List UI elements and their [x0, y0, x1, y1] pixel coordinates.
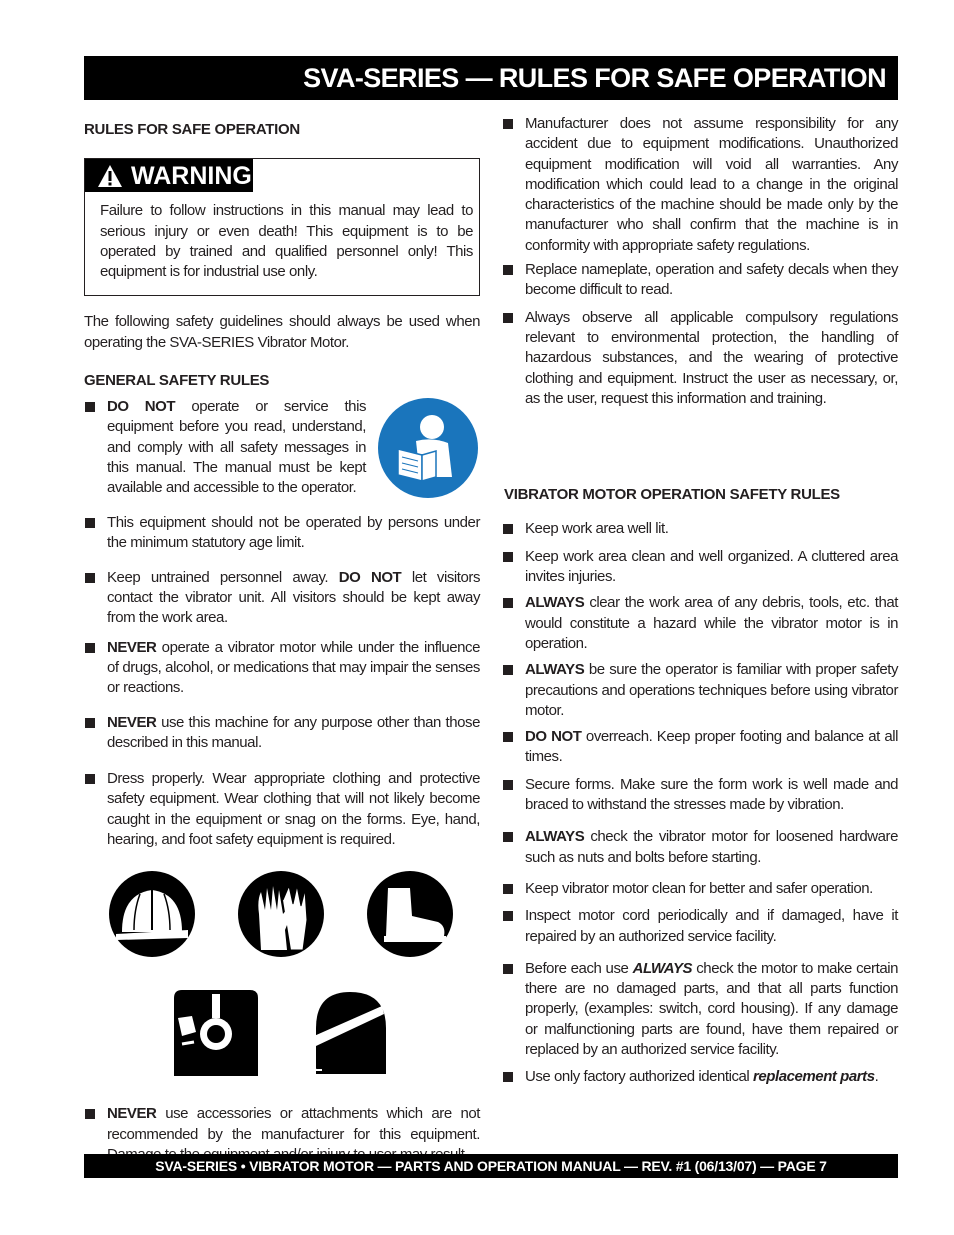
bullet-marker: [503, 313, 513, 323]
bullet-age-limit: [84, 513, 480, 554]
safety-boot-icon: [366, 870, 454, 958]
bullet-marker: [503, 832, 513, 842]
bullet-do-not-operate-wrap: [84, 397, 480, 499]
bullet-text: Always observe all applicable compulsory regulations relevant to environmental protection, the handling of hazardous substances, and the wearing of protective clothing and equipment. Instruct the user as necessary, or, as the user, request this information and training.: [525, 308, 898, 407]
bullet-clear-debris: [502, 593, 898, 654]
bullet-text: Keep vibrator motor clean for better and safer operation.: [525, 879, 873, 897]
bullet-marker: [503, 732, 513, 742]
bullet-text: clear the work area of any debris, tools, etc. that would constitute a hazard while the vibrator motor is in operation.: [525, 594, 898, 652]
bullet-never-other-purpose: [84, 713, 480, 754]
bullet-strong: NEVER: [107, 713, 157, 731]
bullet-marker: [85, 774, 95, 784]
bullet-marker: [503, 119, 513, 129]
vibrator-safety-heading: VIBRATOR MOTOR OPERATION SAFETY RULES: [504, 486, 840, 504]
bullet-text: use accessories or attachments which are not recommended by the manufacturer for this equipment.: [107, 1105, 480, 1143]
bullet-untrained-personnel: [84, 568, 480, 629]
hard-hat-icon: [108, 870, 196, 958]
bullet-text: operate a vibrator motor while under the influence of drugs, alcohol, or medications that may impair the senses or reactions.: [107, 638, 480, 697]
bullet-marker: [503, 665, 513, 675]
bullet-text: This equipment should not be operated by persons under the minimum statutory age limit.: [107, 514, 480, 552]
bullet-marker: [85, 1109, 95, 1119]
bullet-clean-area: [502, 547, 898, 588]
bullet-marker: [503, 552, 513, 562]
bullet-marker: [85, 573, 95, 583]
bullet-marker: [503, 524, 513, 534]
bullet-text: Secure forms. Make sure the form work is well made and braced to withstand the stresses made by vibration.: [525, 775, 898, 814]
bullet-text: overreach. Keep proper footing and balance at all times.: [525, 728, 898, 766]
bullet-secure-forms: [502, 775, 898, 816]
bullet-strong: ALWAYS: [525, 661, 585, 679]
warning-label: [85, 159, 253, 192]
bullet-do-not-overreach: [502, 727, 898, 768]
ear-protection-icon: [172, 988, 260, 1078]
page-title-bar: [84, 56, 898, 100]
warning-text: Failure to follow instructions in this manual may lead to serious injury or even death! This equipment is to be operated by trained and qualified personnel only! This equipment is for industrial use only.: [100, 202, 473, 281]
bullet-text: operate or service this equipment before you read, understand, and comply with all safety messages in this manual. The manual must be kept available and accessible to the operator.: [107, 398, 366, 497]
bullet-text: Use only factory authorized identical: [525, 1068, 754, 1086]
left-column: [84, 120, 480, 1165]
warning-label-text: WARNING: [131, 161, 252, 190]
bullet-marker: [503, 1072, 513, 1082]
bullet-do-not-operate: [84, 397, 366, 498]
bullet-marker: [503, 884, 513, 894]
bullet-replace-decals: [502, 260, 898, 301]
bullet-manufacturer-responsibility: [502, 114, 898, 256]
bullet-never-influence: [84, 638, 480, 699]
bullet-marker: [85, 643, 95, 653]
right-column: [502, 114, 898, 1088]
bullet-text: be sure the operator is familiar with proper safety precautions and operations techniques before using vibrator motor.: [525, 661, 898, 719]
bullet-strong: ALWAYS: [525, 594, 585, 612]
bullet-marker: [503, 911, 513, 921]
bullet-strong: ALWAYS: [632, 959, 693, 977]
bullet-text: check the vibrator motor for loosened hardware such as nuts and bolts before starting.: [525, 828, 898, 866]
bullet-well-lit: [502, 519, 898, 539]
bullet-text: Keep untrained personnel away.: [107, 568, 339, 586]
bullet-text: Replace nameplate, operation and safety decals when they become difficult to read.: [525, 261, 898, 299]
general-safety-heading: GENERAL SAFETY RULES: [84, 371, 270, 389]
bullet-marker: [85, 402, 95, 412]
footer-text: SVA-SERIES • VIBRATOR MOTOR — PARTS AND OPERATION MANUAL — REV. #1 (06/13/07) — PAGE 7: [155, 1158, 827, 1174]
face-shield-icon: [302, 988, 390, 1078]
bullet-text: Keep work area well lit.: [525, 520, 669, 538]
bullet-text: .: [874, 1068, 879, 1086]
page-footer: [84, 1154, 898, 1178]
bullet-marker: [85, 518, 95, 528]
bullet-strong: ALWAYS: [525, 828, 585, 846]
bullet-strong: DO NOT: [107, 398, 176, 416]
bullet-text: check the motor to make certain there are no damaged parts, and that all parts function properly, (examples: switch, cord housing). If any damage or malfunctioning parts are found, have them repaired or replaced by an authorized service facility.: [525, 959, 898, 1058]
bullet-text: let visitors contact the vibrator unit. All visitors should be kept away from the work area.: [107, 568, 481, 627]
bullet-strong: NEVER: [107, 1105, 157, 1123]
gloves-icon: [237, 870, 325, 958]
bullet-inspect-cord: [502, 906, 898, 947]
bullet-operator-familiar: [502, 660, 898, 721]
bullet-strong: DO NOT: [525, 728, 582, 746]
page-title: SVA-SERIES — RULES FOR SAFE OPERATION: [303, 62, 886, 93]
warning-box: [84, 158, 480, 296]
bullet-marker: [503, 964, 513, 974]
bullet-text: use this machine for any purpose other than those described in this manual.: [107, 713, 480, 751]
bullet-text: Dress properly. Wear appropriate clothing and protective safety equipment. Wear clothing that will not likely become caught in the equipment or snag on the forms. Eye, hand, hearing, and foot safety equipment is required.: [107, 770, 480, 849]
bullet-text: Manufacturer does not assume responsibility for any accident due to equipment modifications. Unauthorized equipment modification will void all warranties. Any modification which could lead to a change in the original characteristics of the machine should be made only by the manufacturer who shall confirm that the machine is in conformity with appropriate safety regulations.: [525, 115, 898, 254]
bullet-text: Keep work area clean and well organized. A cluttered area invites injuries.: [525, 547, 898, 586]
bullet-strong: DO NOT: [338, 568, 402, 586]
bullet-dress-properly: [84, 769, 480, 850]
bullet-marker: [503, 780, 513, 790]
bullet-marker: [503, 265, 513, 275]
bullet-replacement-parts: [502, 1067, 898, 1087]
read-manual-icon: [376, 397, 480, 499]
intro-paragraph: The following safety guidelines should always be used when operating the SVA-SERIES Vibrator Motor.: [84, 313, 480, 351]
bullet-marker: [85, 718, 95, 728]
bullet-strong: NEVER: [107, 638, 157, 656]
bullet-strong: replacement parts: [753, 1068, 875, 1086]
bullet-keep-clean: [502, 879, 898, 899]
bullet-text: Inspect motor cord periodically and if damaged, have it repaired by an authorized service facility.: [525, 907, 898, 945]
ppe-icons: [84, 866, 480, 1106]
bullet-text: Before each use: [525, 959, 633, 977]
warning-triangle-icon: [97, 164, 123, 188]
bullet-marker: [503, 598, 513, 608]
bullet-before-each-use: [502, 959, 898, 1060]
bullet-observe-regulations: [502, 308, 898, 409]
bullet-check-hardware: [502, 827, 898, 868]
rules-heading: RULES FOR SAFE OPERATION: [84, 121, 300, 138]
